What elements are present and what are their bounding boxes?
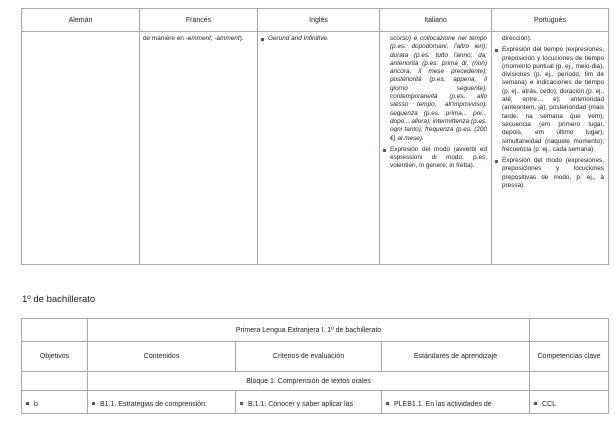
table-header-row xyxy=(22,9,609,32)
frances-text: de manière en -emment, -amment). xyxy=(143,35,244,42)
language-comparison-table xyxy=(21,8,609,265)
portugues-list xyxy=(495,35,604,190)
block-title: Bloque 1. Comprensión de textos orales xyxy=(88,372,530,391)
title-row xyxy=(22,319,609,342)
bullet-icon xyxy=(26,402,29,405)
cell-estandares: PLEB1.1. En las actividades de xyxy=(382,391,530,414)
cell-competencias: CCL xyxy=(530,391,609,414)
column-header-row xyxy=(22,342,609,372)
cell-ingles xyxy=(258,32,380,265)
ingles-list xyxy=(261,35,375,43)
col-header-estandares: Estándares de aprendizaje xyxy=(382,342,530,372)
list-item: dirección). xyxy=(502,35,532,42)
italiano-list xyxy=(383,35,487,171)
bullet-icon xyxy=(240,402,243,405)
cell-contenidos: B1.1. Estrategias de comprensión: xyxy=(88,391,236,414)
header-italiano: Italiano xyxy=(380,9,492,32)
list-item: Expresión del modo (expresiones, preposiciones y locuciones prepositivas de modo, p. ej., à pressa). xyxy=(495,157,604,190)
cell-portugues xyxy=(492,32,609,265)
list-item: Expresión del tiempo (expresiones, preposición y locuciones de tiempo (momento puntual (p. ej., meio-dia), divisiones (p. ej., período, fim de semana) e indicaciones de tiempo (p. ej., atrás, cedo); duración (p. ej., até; entre… e); anterioridad (anteontem, já); posterioridad (mais tarde, na semana que vem); secuencia (em primero lugar, depois, em último lugar); simultaneidad (naquele momento); frecuencia (p. ej., cada semana). xyxy=(495,46,604,154)
table-row xyxy=(22,32,609,265)
cell-italiano xyxy=(380,32,492,265)
bullet-icon xyxy=(534,402,537,405)
header-ingles: Inglés xyxy=(258,9,380,32)
col-header-criterios: Criterios de evaluación xyxy=(236,342,382,372)
table-title: Primera Lengua Extranjera I. 1º de bachillerato xyxy=(88,319,530,342)
cell-frances xyxy=(140,32,258,265)
cell-objetivos: b xyxy=(22,391,88,414)
col-header-contenidos: Contenidos xyxy=(88,342,236,372)
cell-aleman xyxy=(22,32,140,265)
header-frances: Francés xyxy=(140,9,258,32)
list-item: Expresión del modo (avverbi ed espressioni di modo: p.es. volentieri, in genere, in fretta). xyxy=(383,146,487,171)
block-row xyxy=(22,372,609,391)
col-header-objetivos: Objetivos xyxy=(22,342,88,372)
bullet-icon xyxy=(386,402,389,405)
header-aleman: Alemán xyxy=(22,9,140,32)
header-portugues: Portugués xyxy=(492,9,609,32)
list-item: Gerund and Infinitive. xyxy=(261,35,375,43)
col-header-competencias: Competencias clave xyxy=(530,342,609,372)
bullet-icon xyxy=(92,402,95,405)
list-item: scorso) e collocazione nel tempo (p.es. dopodomani, l'altro ieri); durata (p.es. tutto l'anno; da; anteriorità (p.es. prima di, (non) ancora, il mese precedente); posteriorità (p.es. appena, il giorno seguente); contemporaneità (p.es. allo stesso tempo, all'improvviso); sequenza (p.es. prima... poi... dopo... allora); intermittenza (p.es. ogni tanto); frequenza (p.es. (200 €) al mese). xyxy=(390,35,487,142)
curriculum-table xyxy=(21,318,609,414)
section-heading: 1º de bachillerato xyxy=(22,294,96,305)
table-row xyxy=(22,391,609,414)
cell-criterios: B.1.1. Conocer y saber aplicar las xyxy=(236,391,382,414)
